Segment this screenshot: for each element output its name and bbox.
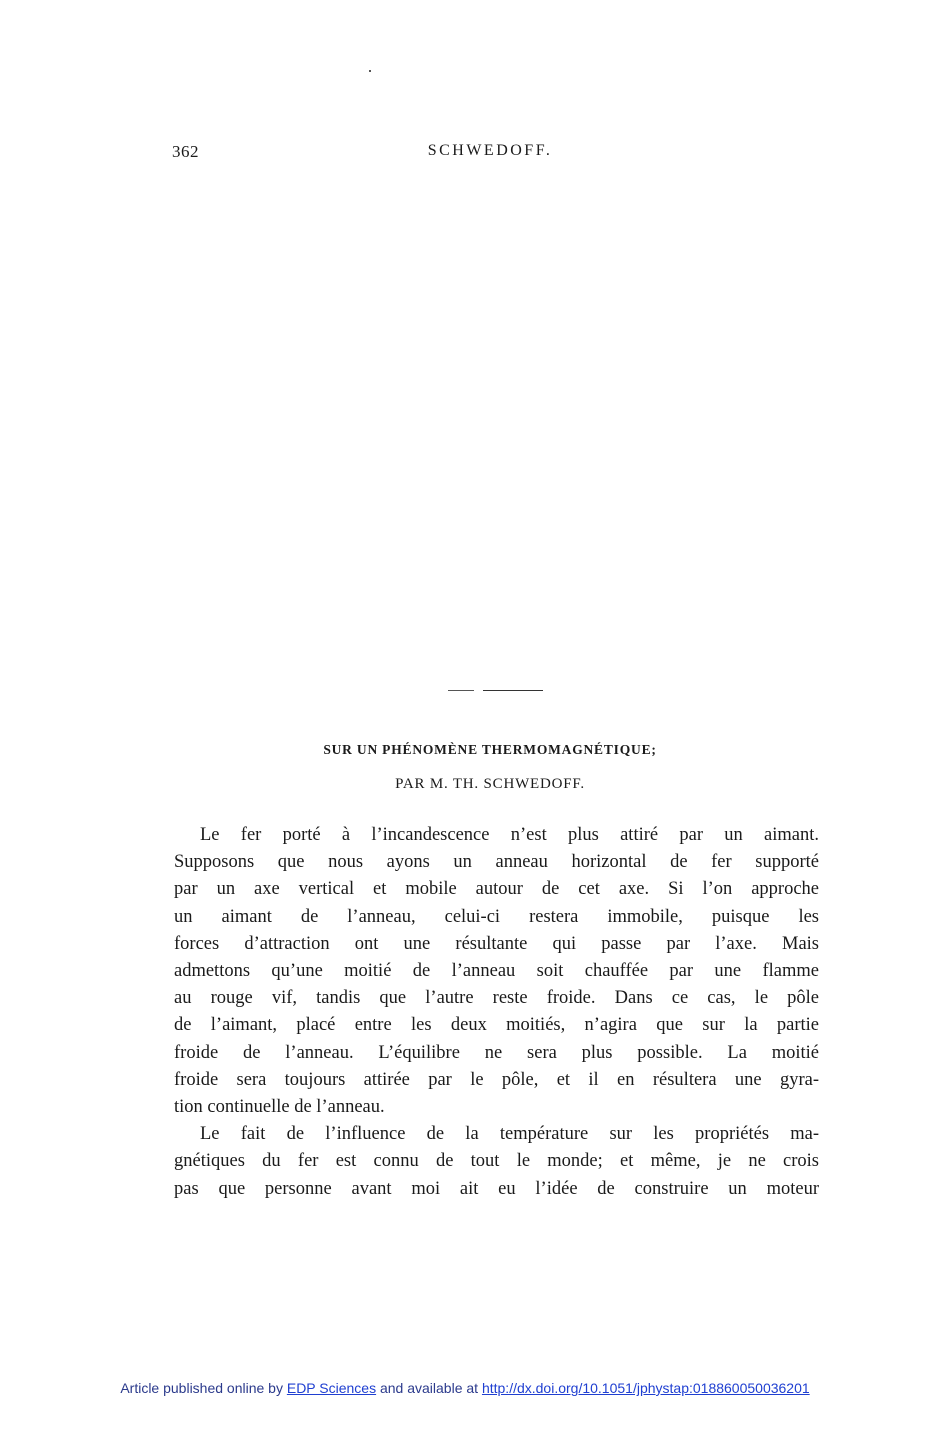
footer-middle: and available at <box>379 1380 479 1396</box>
text-line: un aimant de l’anneau, celui-ci restera immobile, puisque les <box>174 906 819 927</box>
text-line: admettons qu’une moitié de l’anneau soit chauffée par une flamme <box>174 961 819 982</box>
text-line: Supposons que nous ayons un anneau horizontal de fer supporté <box>174 852 819 873</box>
text-line: froide de l’anneau. L’équilibre ne sera plus possible. La moitié <box>174 1042 819 1063</box>
separator-rule-long <box>483 690 543 691</box>
text-line: Le fait de l’influence de la température sur les propriétés ma- <box>200 1124 819 1145</box>
text-line: au rouge vif, tandis que l’autre reste froide. Dans ce cas, le pôle <box>174 988 819 1009</box>
footer-prefix: Article published online by <box>120 1380 283 1396</box>
text-line: tion continuelle de l’anneau. <box>174 1097 385 1118</box>
text-line: Le fer porté à l’incandescence n’est plus attiré par un aimant. <box>200 825 819 845</box>
doi-link[interactable]: http://dx.doi.org/10.1051/jphystap:018860050036201 <box>481 1380 810 1396</box>
text-line: pas que personne avant moi ait eu l’idée de construire un moteur <box>174 1178 819 1199</box>
paragraph-1 <box>174 822 819 1121</box>
article-title: SUR UN PHÉNOMÈNE THERMOMAGNÉTIQUE; <box>323 742 657 757</box>
publisher-link[interactable]: EDP Sciences <box>286 1380 377 1396</box>
article-byline: PAR M. TH. SCHWEDOFF. <box>395 776 585 792</box>
text-line: par un axe vertical et mobile autour de cet axe. Si l’on approche <box>174 879 819 900</box>
separator-rule-short <box>448 690 474 691</box>
paragraph-2 <box>174 1121 819 1203</box>
page-number: 362 <box>172 142 199 161</box>
text-line: forces d’attraction ont une résultante qui passe par l’axe. Mais <box>174 933 819 954</box>
text-line: froide sera toujours attirée par le pôle, et il en résultera une gyra- <box>174 1069 819 1090</box>
running-head: SCHWEDOFF. <box>427 142 553 159</box>
publication-footer <box>0 1380 930 1396</box>
print-speck <box>369 70 371 72</box>
body-text <box>174 822 819 1203</box>
text-line: de l’aimant, placé entre les deux moitiés, n’agira que sur la partie <box>174 1015 819 1036</box>
text-line: gnétiques du fer est connu de tout le monde; et même, je ne crois <box>174 1151 819 1172</box>
